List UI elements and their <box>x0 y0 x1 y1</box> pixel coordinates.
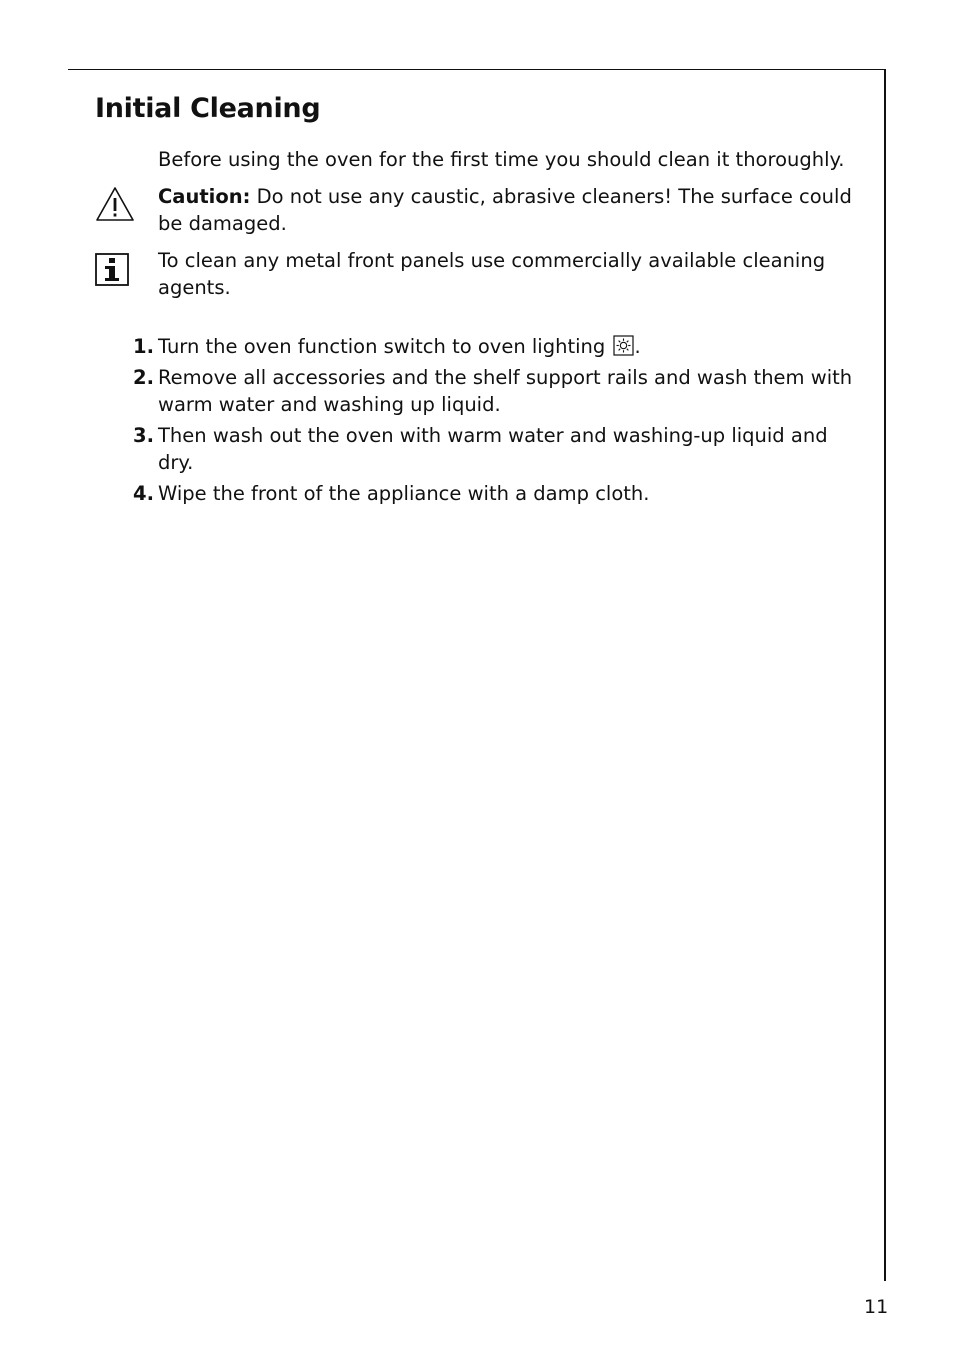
caution-paragraph <box>158 183 863 237</box>
step-text: Then wash out the oven with warm water and washing-up liquid and dry. <box>158 424 828 474</box>
info-paragraph: To clean any metal front panels use commercially available cleaning agents. <box>158 249 826 299</box>
right-margin-rule <box>884 69 886 1281</box>
step-number: 4. <box>133 482 154 505</box>
info-icon <box>95 253 129 286</box>
step-3 <box>133 422 863 476</box>
page-title: Initial Cleaning <box>95 93 321 124</box>
step-text: Remove all accessories and the shelf support rails and wash them with warm water and washing up liquid. <box>158 366 853 416</box>
step-2 <box>133 364 863 418</box>
caution-label: Caution: <box>158 185 251 208</box>
intro-paragraph: Before using the oven for the first time you should clean it thoroughly. <box>158 148 845 171</box>
step-number: 3. <box>133 424 154 447</box>
top-rule <box>68 69 885 70</box>
step-text: Turn the oven function switch to oven lighting <box>158 335 612 358</box>
step-1 <box>133 333 863 360</box>
step-number: 1. <box>133 335 154 358</box>
oven-light-icon <box>613 335 634 356</box>
step-number: 2. <box>133 366 154 389</box>
warning-triangle-icon <box>95 186 135 222</box>
step-suffix: . <box>634 335 641 358</box>
step-4 <box>133 480 863 507</box>
caution-text: Do not use any caustic, abrasive cleaners! The surface could be damaged. <box>158 185 852 235</box>
cleaning-steps-list <box>133 333 863 511</box>
page-number: 11 <box>864 1296 889 1318</box>
step-text: Wipe the front of the appliance with a damp cloth. <box>158 482 650 505</box>
